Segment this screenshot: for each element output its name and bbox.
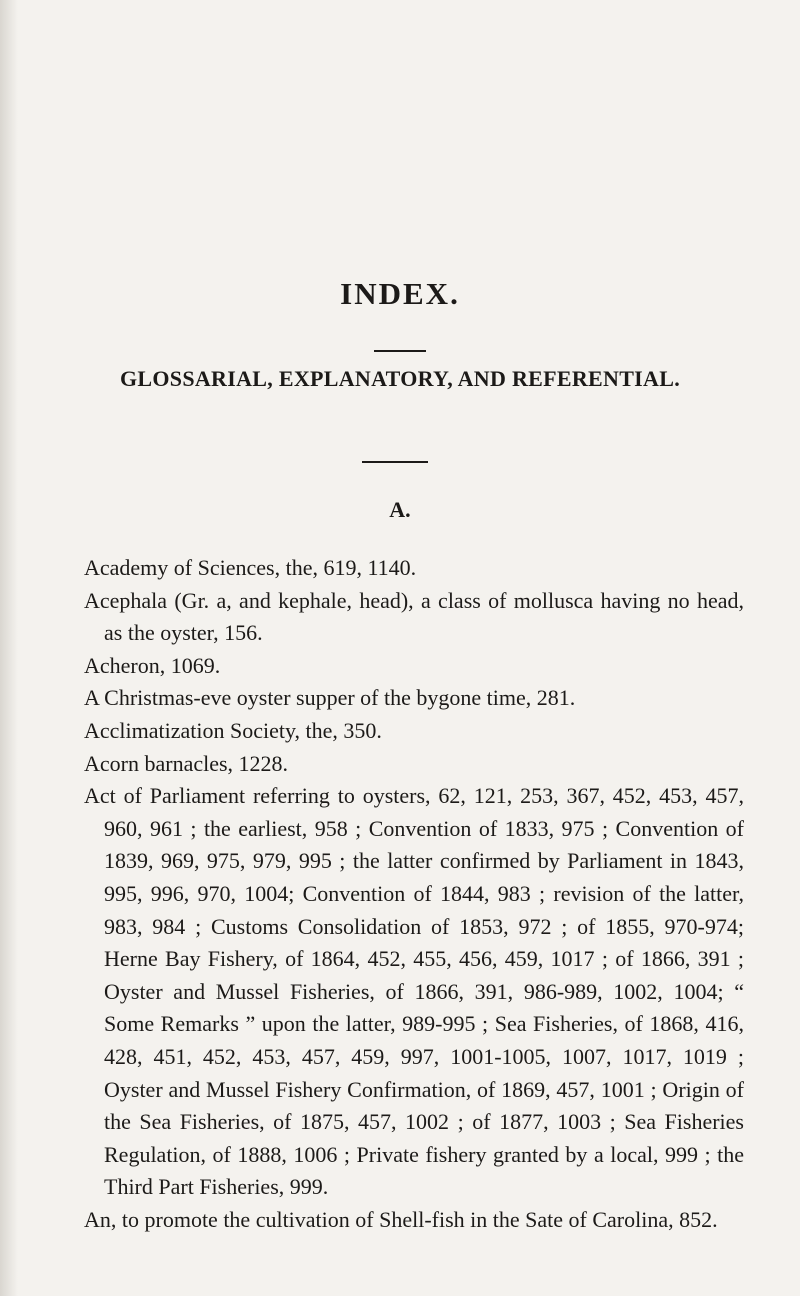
index-entry: Acorn barnacles, 1228. — [84, 750, 289, 776]
index-entry: An, to promote the cultivation of Shell-fish in the Sate of Carolina, 852. — [84, 1206, 718, 1232]
index-entry: Act of Parliament referring to oysters, 62, 121, 253, 367, 452, 453, 457, 960, 961 ; the earliest, 958 ; Convention of 1833, 975 ; Convention of 1839, 969, 975, 979, 995 ; the latter confirmed by Parliament in 1843, 995, 996, 970, 1004; Convention of 1844, 983 ; revision of the latter, 983, 984 ; Customs Consolidation of 1853, 972 ; of 1855, 970-974; Herne Bay Fishery, of 1864, 452, 455, 456, 459, 1017 ; of 1866, 391 ; Oyster and Mussel Fisheries, of 1866, 391, 986-989, 1002, 1004; “ Some Remarks ” upon the latter, 989-995 ; Sea Fisheries, of 1868, 416, 428, 451, 452, 453, 457, 459, 997, 1001-1005, 1007, 1017, 1019 ; Oyster and Mussel Fishery Confirmation, of 1869, 457, 1001 ; Origin of the Sea Fisheries, of 1875, 457, 1002 ; of 1877, 1003 ; Sea Fisheries Regulation, of 1888, 1006 ; Private fishery granted by a local, 999 ; the Third Part Fisheries, 999. — [84, 783, 744, 1200]
index-entry: Academy of Sciences, the, 619, 1140. — [84, 555, 417, 580]
index-entry: A Christmas-eve oyster supper of the bygone time, 281. — [84, 685, 576, 711]
heading-divider — [374, 350, 426, 352]
section-letter: A. — [389, 497, 411, 522]
index-entry: Acheron, 1069. — [84, 652, 221, 678]
page-edge-shadow — [0, 0, 18, 1296]
index-heading: INDEX. — [340, 276, 460, 311]
index-entry: Acephala (Gr. a, and kephale, head), a class of mollusca having no head, as the oyster, 156. — [84, 587, 744, 646]
index-entry: Acclimatization Society, the, 350. — [84, 717, 382, 743]
index-subheading: GLOSSARIAL, EXPLANATORY, AND REFERENTIAL. — [119, 366, 680, 391]
subheading-divider — [362, 461, 428, 463]
index-entries — [84, 552, 744, 1236]
